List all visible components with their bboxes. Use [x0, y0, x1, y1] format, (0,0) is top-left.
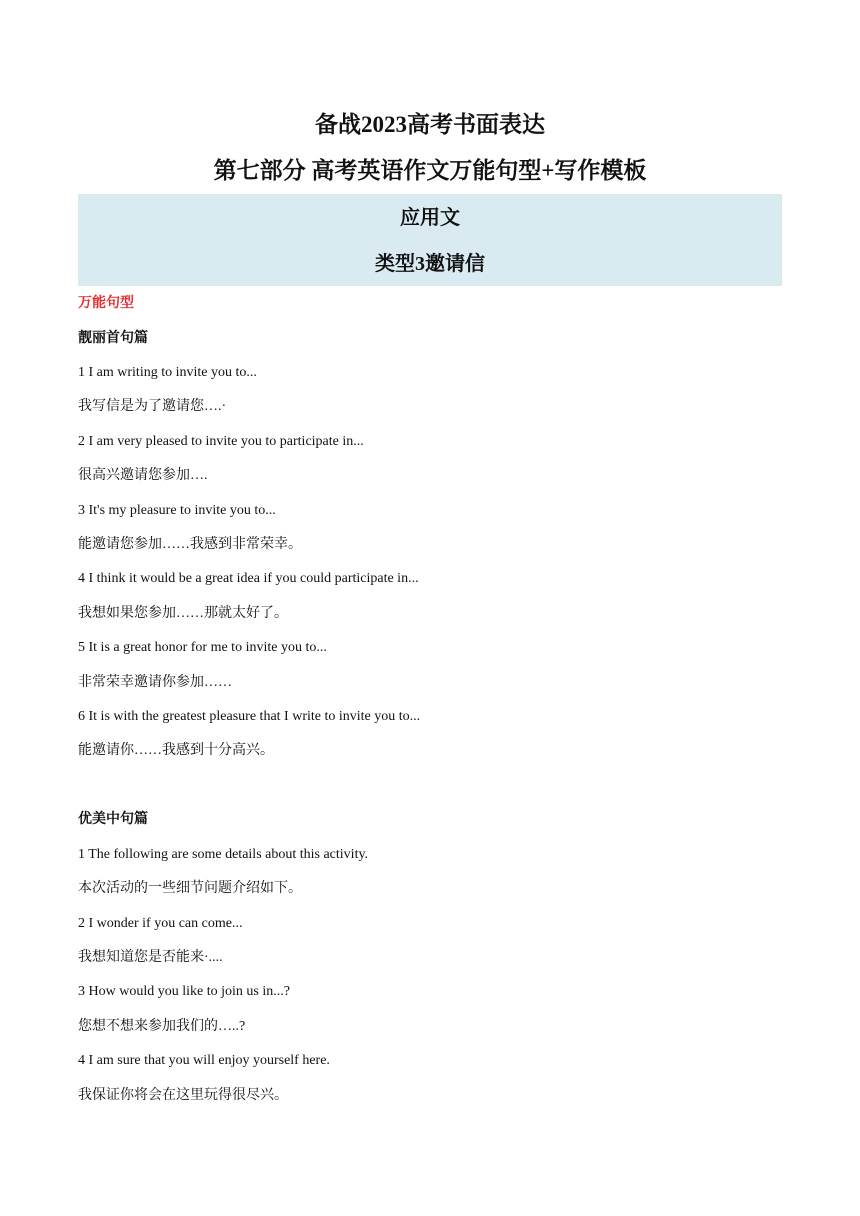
middle-heading: 优美中句篇: [78, 812, 148, 827]
opening-sentence-en: 2 I am very pleased to invite you to participate in...: [78, 434, 364, 449]
document-title: 备战2023高考书面表达: [315, 112, 545, 137]
opening-sentence-en: 6 It is with the greatest pleasure that I write to invite you to...: [78, 709, 421, 724]
middle-sentence-en: 4 I am sure that you will enjoy yourself here.: [78, 1053, 330, 1068]
middle-sentence-zh: 我保证你将会在这里玩得很尽兴。: [78, 1088, 288, 1103]
opening-sentence-zh: 我写信是为了邀请您….·: [78, 399, 227, 414]
banner-type: 类型3邀请信: [375, 253, 485, 275]
middle-sentence-en: 1 The following are some details about this activity.: [78, 847, 369, 862]
opening-sentence-zh: 能邀请你……我感到十分高兴。: [78, 743, 274, 758]
opening-sentence-en: 5 It is a great honor for me to invite you to...: [78, 640, 327, 655]
document-subtitle: 第七部分 高考英语作文万能句型+写作模板: [213, 158, 647, 183]
main-heading: 万能句型: [78, 296, 134, 311]
banner-category: 应用文: [400, 207, 460, 229]
category-banner: [78, 194, 782, 286]
middle-sentence-zh: 我想知道您是否能来·....: [78, 950, 223, 965]
opening-sentence-en: 3 It's my pleasure to invite you to...: [78, 503, 276, 518]
opening-sentence-zh: 能邀请您参加……我感到非常荣幸。: [78, 537, 302, 552]
middle-sentence-zh: 您想不想来参加我们的…..?: [78, 1019, 246, 1034]
opening-sentence-zh: 很高兴邀请您参加….: [78, 468, 208, 483]
middle-sentence-zh: 本次活动的一些细节问题介绍如下。: [78, 881, 302, 896]
middle-sentence-en: 2 I wonder if you can come...: [78, 916, 243, 931]
opening-sentence-en: 4 I think it would be a great idea if you could participate in...: [78, 571, 419, 586]
opening-sentence-zh: 我想如果您参加……那就太好了。: [78, 606, 288, 621]
opening-heading: 靓丽首句篇: [78, 331, 148, 346]
opening-sentence-en: 1 I am writing to invite you to...: [78, 365, 257, 380]
middle-sentence-en: 3 How would you like to join us in...?: [78, 984, 290, 999]
opening-sentence-zh: 非常荣幸邀请你参加……: [78, 675, 232, 690]
